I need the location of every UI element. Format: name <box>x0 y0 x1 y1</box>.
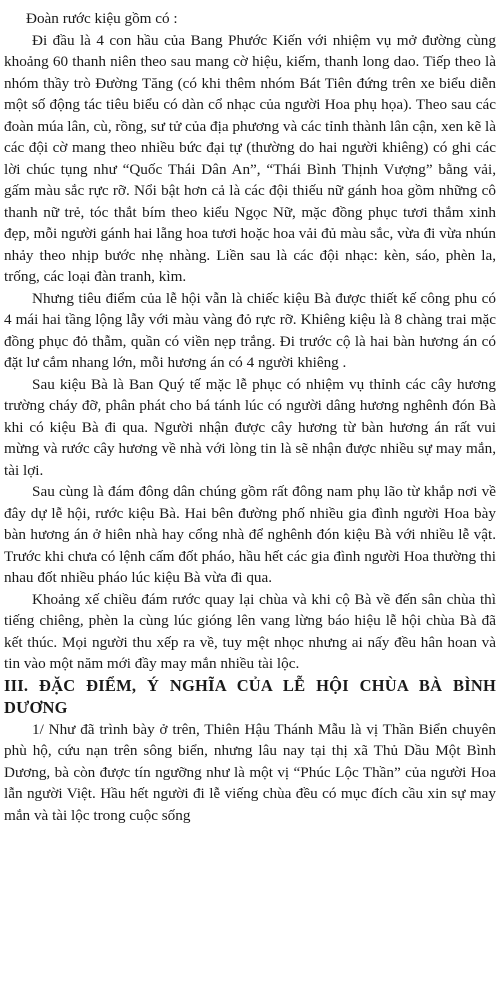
paragraph-palanquin: Nhưng tiêu điểm của lễ hội vẫn là chiếc kiệu Bà được thiết kế công phu có 4 mái hai tầng lộng lẫy với màu vàng đỏ rực rỡ. Khiêng kiệu là 8 chàng trai mặc đồng phục đỏ thẫm, quần có viền nẹp trắng. Đi trước cộ là hai bàn hương án có đặt lư cắm nhang lớn, mỗi hương án có 4 người khiêng . <box>4 289 496 371</box>
paragraph-festival-end: Khoảng xế chiều đám rước quay lại chùa và khi cộ Bà về đến sân chùa thì tiếng chiêng, phèn la cùng lúc gióng lên vang lừng báo hiệu lễ hội chùa Bà đã kết thúc. Mọi người thu xếp ra về, tuy mệt nhọc nhưng ai nấy đều hân hoan và tin vào một năm mới đầy may mắn nhiều tài lộc. <box>4 590 496 672</box>
paragraph-crowd: Sau cùng là đám đông dân chúng gồm rất đông nam phụ lão từ khắp nơi về đây dự lễ hội, rước kiệu Bà. Hai bên đường phố nhiều gia đình người Hoa bày bàn hương án ở hiên nhà hay cổng nhà để nghênh đón kiệu Bà với nhiều lễ vật. Trước khi chưa có lệnh cấm đốt pháo, hầu hết các gia đình người Hoa thường thi nhau đốt nhiều pháo lúc kiệu Bà vừa đi qua. <box>4 483 496 586</box>
section-heading: III. ĐẶC ĐIỂM, Ý NGHĨA CỦA LỄ HỘI CHÙA BÀ BÌNH DƯƠNG <box>4 675 496 717</box>
paragraph-procession-intro: Đoàn rước kiệu gồm có : <box>26 10 178 27</box>
paragraph-ritual-committee: Sau kiệu Bà là Ban Quý tế mặc lễ phục có nhiệm vụ thỉnh các cây hương trường cháy đỡ, phân phát cho bá tánh lúc có người dâng hương nghênh đón Bà khi có kiệu Bà đi qua. Người nhận được cây hương từ bàn hương án rất vui mừng và rước cây hương về nhà với lòng tin là sẽ nhận được nhiều sự may mắn, tài lợi. <box>4 375 496 479</box>
paragraph-procession-order: Đi đầu là 4 con hầu của Bang Phước Kiến với nhiệm vụ mở đường cùng khoảng 60 thanh niên theo sau mang cờ hiệu, kiếm, thanh long dao. Tiếp theo là nhóm thầy trò Đường Tăng (có khi thêm nhóm Bát Tiên đứng trên xe biểu diễn một số động tác tiêu biểu có dàn cổ nhạc của người Hoa phụ họa). Theo sau các đoàn múa lân, cù, rồng, sư tử của địa phương và các tỉnh thành lân cận, xen kẽ là các đội cờ mang theo nhiều bức đại tự (thường do hai người khiêng) có ghi các lời chúc tụng như “Quốc Thái Dân An”, “Thái Bình Thịnh Vượng” bằng vải, gấm màu sắc rực rỡ. Nổi bật hơn cả là các đội thiếu nữ gánh hoa gồm những cô thanh nữ trẻ, tóc thắt bím theo kiểu Ngọc Nữ, mặc đồng phục tươi thắm xinh đẹp, mỗi người gánh hai lẵng hoa tươi hoặc hoa vải đủ màu sắc, vừa đi vừa nhún nhảy theo nhịp bước nhẹ nhàng. Liền sau là các đội nhạc: kèn, sáo, phèn la, trống, các loại đàn tranh, kìm. <box>4 31 496 285</box>
paragraph-significance: 1/ Như đã trình bày ở trên, Thiên Hậu Thánh Mẫu là vị Thần Biển chuyên phù hộ, cứu nạn trên sông biển, nhưng lâu nay tại thị xã Thủ Dầu Một Bình Dương, bà còn được tín ngưỡng như là một vị “Phúc Lộc Thần” của người Hoa lẫn người Việt. Hầu hết người đi lễ viếng chùa đều có mục đích cầu xin sự may mắn và tài lộc trong cuộc sống <box>4 720 496 824</box>
